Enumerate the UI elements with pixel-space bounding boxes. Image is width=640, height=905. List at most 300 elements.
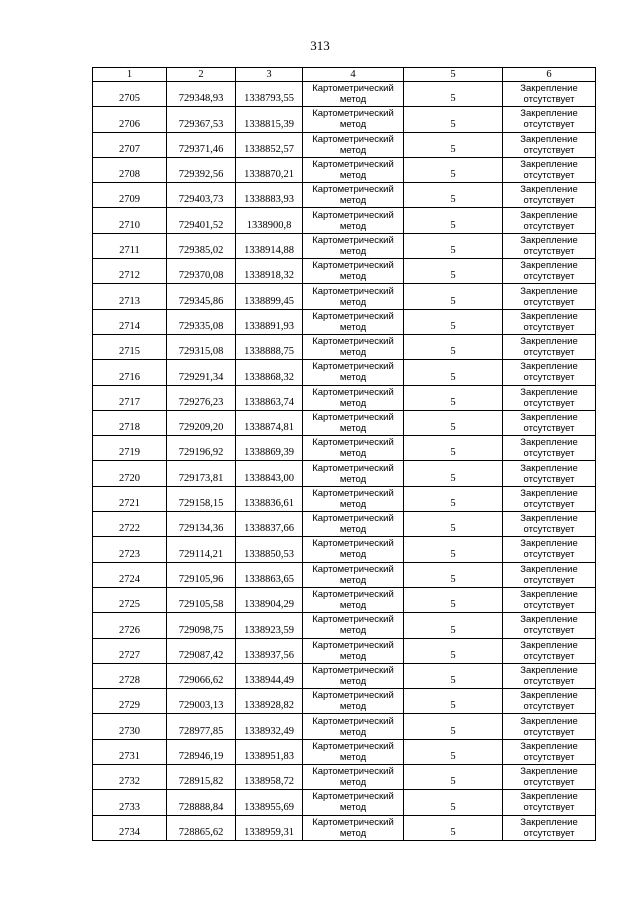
method-cell [303,436,404,461]
accuracy-cell: 5 [404,790,503,815]
column-header: 4 [303,68,404,82]
x-coordinate-cell: 729371,46 [167,132,236,157]
accuracy-cell: 5 [404,638,503,663]
method-cell-line: Картометрический [312,614,394,626]
method-cell [303,512,404,537]
point-number-cell: 2730 [93,714,167,739]
point-number-cell: 2727 [93,638,167,663]
x-coordinate-cell: 729134,36 [167,512,236,537]
accuracy-cell: 5 [404,107,503,132]
method-cell-line: метод [339,600,367,612]
accuracy-cell: 5 [404,259,503,284]
method-cell-line: метод [339,498,367,510]
table-row [93,334,596,359]
y-coordinate-cell: 1338843,00 [236,461,303,486]
y-coordinate-cell: 1338928,82 [236,689,303,714]
fixation-cell-line: отсутствует [523,751,575,763]
fixation-cell [503,765,596,790]
fixation-cell-line: отсутствует [523,423,575,434]
point-number-cell: 2708 [93,157,167,182]
method-cell-line: Картометрический [312,260,394,272]
x-coordinate-cell: 729105,58 [167,587,236,612]
point-number-cell: 2716 [93,360,167,385]
fixation-cell [503,385,596,410]
fixation-cell-line: отсутствует [523,144,575,156]
method-cell-line: Картометрический [312,563,394,575]
accuracy-cell: 5 [404,436,503,461]
accuracy-cell: 5 [404,765,503,790]
method-cell-line: метод [339,271,367,283]
y-coordinate-cell: 1338793,55 [236,82,303,107]
method-cell-line: Картометрический [312,133,394,145]
method-cell-line: Картометрический [312,437,394,449]
x-coordinate-cell: 729345,86 [167,284,236,309]
point-number-cell: 2734 [93,815,167,840]
fixation-cell-line: отсутствует [523,220,575,232]
fixation-cell-line: Закрепление [520,816,578,828]
method-cell-line: метод [339,574,367,586]
y-coordinate-cell: 1338904,29 [236,587,303,612]
fixation-cell-line: отсутствует [523,347,575,359]
method-cell-line: метод [339,827,367,839]
fixation-cell [503,562,596,587]
x-coordinate-cell: 728977,85 [167,714,236,739]
y-coordinate-cell: 1338888,75 [236,334,303,359]
table-row [93,638,596,663]
x-coordinate-cell: 729196,92 [167,436,236,461]
table-row [93,410,596,435]
fixation-cell-line: Закрепление [520,487,578,499]
method-cell [303,259,404,284]
point-number-cell: 2731 [93,739,167,764]
method-cell-line: Картометрический [312,285,394,297]
table-row [93,107,596,132]
point-number-cell: 2709 [93,183,167,208]
method-cell [303,638,404,663]
method-cell [303,486,404,511]
method-cell [303,385,404,410]
y-coordinate-cell: 1338836,61 [236,486,303,511]
method-cell-line: Картометрический [312,589,394,601]
method-cell-line: метод [339,726,367,738]
fixation-cell-line: Закрепление [520,361,578,373]
x-coordinate-cell: 729392,56 [167,157,236,182]
fixation-cell-line: отсутствует [523,498,575,510]
table-row [93,132,596,157]
x-coordinate-cell: 729315,08 [167,334,236,359]
accuracy-cell: 5 [404,714,503,739]
fixation-cell-line: отсутствует [523,675,575,687]
method-cell-line: метод [339,195,367,207]
fixation-cell-line: Закрепление [520,260,578,272]
fixation-cell [503,790,596,815]
y-coordinate-cell: 1338852,57 [236,132,303,157]
accuracy-cell: 5 [404,815,503,840]
fixation-cell-line: Закрепление [520,386,578,398]
fixation-cell-line: Закрепление [520,209,578,221]
point-number-cell: 2732 [93,765,167,790]
fixation-cell-line: отсутствует [523,625,575,637]
point-number-cell: 2724 [93,562,167,587]
accuracy-cell: 5 [404,233,503,258]
point-number-cell: 2706 [93,107,167,132]
table-row [93,537,596,562]
fixation-cell-line: Закрепление [520,412,578,423]
table-row [93,183,596,208]
fixation-cell-line: отсутствует [523,650,575,662]
method-cell-line: метод [339,802,367,814]
method-cell [303,284,404,309]
fixation-cell-line: Закрепление [520,639,578,651]
x-coordinate-cell: 729098,75 [167,613,236,638]
method-cell-line: метод [339,220,367,232]
method-cell-line: Картометрический [312,513,394,525]
fixation-cell [503,410,596,435]
method-cell-line: метод [339,321,367,333]
fixation-cell-line: Закрепление [520,184,578,196]
column-header: 2 [167,68,236,82]
y-coordinate-cell: 1338869,39 [236,436,303,461]
point-number-cell: 2720 [93,461,167,486]
table-row [93,436,596,461]
x-coordinate-cell: 728865,62 [167,815,236,840]
method-cell-line: Картометрический [312,336,394,348]
method-cell-line: метод [339,144,367,156]
y-coordinate-cell: 1338883,93 [236,183,303,208]
method-cell-line: метод [339,296,367,308]
x-coordinate-cell: 729209,20 [167,410,236,435]
table-row [93,739,596,764]
fixation-cell-line: Закрепление [520,159,578,171]
method-cell-line: метод [339,625,367,637]
table-row [93,461,596,486]
fixation-cell [503,360,596,385]
accuracy-cell: 5 [404,360,503,385]
x-coordinate-cell: 729276,23 [167,385,236,410]
column-header: 5 [404,68,503,82]
x-coordinate-cell: 729385,02 [167,233,236,258]
fixation-cell-line: отсутствует [523,170,575,182]
x-coordinate-cell: 729403,73 [167,183,236,208]
method-cell-line: метод [339,549,367,561]
method-cell-line: Картометрический [312,386,394,398]
fixation-cell-line: Закрепление [520,740,578,752]
fixation-cell [503,284,596,309]
point-number-cell: 2722 [93,512,167,537]
accuracy-cell: 5 [404,461,503,486]
fixation-cell [503,689,596,714]
point-number-cell: 2721 [93,486,167,511]
table-row [93,208,596,233]
accuracy-cell: 5 [404,537,503,562]
fixation-cell [503,613,596,638]
method-cell [303,765,404,790]
x-coordinate-cell: 729158,15 [167,486,236,511]
fixation-cell-line: Закрепление [520,83,578,95]
fixation-cell-line: отсутствует [523,827,575,839]
fixation-cell-line: отсутствует [523,549,575,561]
fixation-cell [503,259,596,284]
method-cell [303,334,404,359]
method-cell-line: Картометрический [312,234,394,246]
y-coordinate-cell: 1338837,66 [236,512,303,537]
fixation-cell-line: отсутствует [523,574,575,586]
method-cell-line: метод [339,448,367,460]
x-coordinate-cell: 729105,96 [167,562,236,587]
accuracy-cell: 5 [404,689,503,714]
method-cell [303,537,404,562]
accuracy-cell: 5 [404,334,503,359]
y-coordinate-cell: 1338932,49 [236,714,303,739]
fixation-cell-line: отсутствует [523,321,575,333]
point-number-cell: 2714 [93,309,167,334]
method-cell-line: Картометрический [312,791,394,803]
point-number-cell: 2713 [93,284,167,309]
method-cell-line: Картометрический [312,108,394,120]
fixation-cell [503,815,596,840]
point-number-cell: 2712 [93,259,167,284]
table-header-row [93,68,596,82]
accuracy-cell: 5 [404,284,503,309]
method-cell-line: Картометрический [312,83,394,95]
y-coordinate-cell: 1338863,65 [236,562,303,587]
y-coordinate-cell: 1338958,72 [236,765,303,790]
y-coordinate-cell: 1338863,74 [236,385,303,410]
y-coordinate-cell: 1338918,32 [236,259,303,284]
point-number-cell: 2733 [93,790,167,815]
fixation-cell [503,309,596,334]
fixation-cell-line: отсутствует [523,701,575,713]
x-coordinate-cell: 729087,42 [167,638,236,663]
y-coordinate-cell: 1338815,39 [236,107,303,132]
point-number-cell: 2718 [93,410,167,435]
method-cell-line: Картометрический [312,538,394,550]
method-cell [303,461,404,486]
y-coordinate-cell: 1338899,45 [236,284,303,309]
fixation-cell-line: Закрепление [520,108,578,120]
fixation-cell [503,714,596,739]
x-coordinate-cell: 728946,19 [167,739,236,764]
table-row [93,587,596,612]
y-coordinate-cell: 1338951,83 [236,739,303,764]
method-cell [303,663,404,688]
accuracy-cell: 5 [404,82,503,107]
fixation-cell-line: отсутствует [523,524,575,536]
method-cell-line: Картометрический [312,159,394,171]
method-cell-line: метод [339,245,367,257]
accuracy-cell: 5 [404,739,503,764]
fixation-cell-line: отсутствует [523,372,575,384]
fixation-cell [503,208,596,233]
fixation-cell-line: Закрепление [520,614,578,626]
table-body [93,82,596,841]
fixation-cell [503,739,596,764]
fixation-cell-line: Закрепление [520,437,578,449]
accuracy-cell: 5 [404,587,503,612]
fixation-cell-line: отсутствует [523,802,575,814]
point-number-cell: 2725 [93,587,167,612]
fixation-cell [503,157,596,182]
method-cell [303,157,404,182]
method-cell [303,562,404,587]
fixation-cell [503,512,596,537]
fixation-cell [503,82,596,107]
table-row [93,765,596,790]
point-number-cell: 2728 [93,663,167,688]
y-coordinate-cell: 1338955,69 [236,790,303,815]
method-cell [303,714,404,739]
point-number-cell: 2711 [93,233,167,258]
x-coordinate-cell: 728888,84 [167,790,236,815]
fixation-cell-line: отсутствует [523,777,575,789]
accuracy-cell: 5 [404,309,503,334]
method-cell-line: метод [339,675,367,687]
table-row [93,157,596,182]
accuracy-cell: 5 [404,208,503,233]
method-cell-line: метод [339,170,367,182]
x-coordinate-cell: 729003,13 [167,689,236,714]
y-coordinate-cell: 1338868,32 [236,360,303,385]
fixation-cell [503,486,596,511]
method-cell-line: метод [339,524,367,536]
fixation-cell [503,663,596,688]
fixation-cell [503,461,596,486]
fixation-cell-line: отсутствует [523,245,575,257]
method-cell [303,107,404,132]
method-cell-line: Картометрический [312,361,394,373]
method-cell-line: Картометрический [312,664,394,676]
table-row [93,562,596,587]
fixation-cell-line: Закрепление [520,462,578,474]
page-number: 313 [310,38,330,53]
method-cell [303,587,404,612]
method-cell [303,613,404,638]
fixation-cell-line: Закрепление [520,690,578,702]
fixation-cell [503,233,596,258]
method-cell-line: Картометрический [312,690,394,702]
accuracy-cell: 5 [404,157,503,182]
table-row [93,82,596,107]
method-cell-line: метод [339,777,367,789]
method-cell [303,183,404,208]
method-cell-line: метод [339,701,367,713]
table-row [93,284,596,309]
method-cell-line: метод [339,473,367,485]
table-row [93,233,596,258]
table-row [93,790,596,815]
y-coordinate-cell: 1338870,21 [236,157,303,182]
method-cell [303,360,404,385]
x-coordinate-cell: 729114,21 [167,537,236,562]
accuracy-cell: 5 [404,663,503,688]
accuracy-cell: 5 [404,132,503,157]
method-cell-line: Картометрический [312,412,394,423]
x-coordinate-cell: 729291,34 [167,360,236,385]
point-number-cell: 2707 [93,132,167,157]
table-row [93,714,596,739]
fixation-cell-line: Закрепление [520,766,578,778]
method-cell-line: метод [339,119,367,131]
method-cell [303,790,404,815]
point-number-cell: 2723 [93,537,167,562]
fixation-cell-line: отсутствует [523,600,575,612]
fixation-cell-line: отсутствует [523,296,575,308]
fixation-cell [503,132,596,157]
fixation-cell-line: Закрепление [520,791,578,803]
table-row [93,486,596,511]
method-cell-line: Картометрический [312,209,394,221]
x-coordinate-cell: 728915,82 [167,765,236,790]
method-cell [303,233,404,258]
x-coordinate-cell: 729173,81 [167,461,236,486]
method-cell [303,132,404,157]
table-row [93,309,596,334]
fixation-cell-line: Закрепление [520,310,578,322]
method-cell-line: метод [339,372,367,384]
fixation-cell-line: Закрепление [520,336,578,348]
method-cell-line: метод [339,751,367,763]
method-cell-line: метод [339,650,367,662]
method-cell [303,689,404,714]
method-cell-line: Картометрический [312,462,394,474]
method-cell-line: Картометрический [312,766,394,778]
table-row [93,689,596,714]
y-coordinate-cell: 1338874,81 [236,410,303,435]
method-cell [303,739,404,764]
point-number-cell: 2719 [93,436,167,461]
fixation-cell-line: отсутствует [523,448,575,460]
method-cell-line: Картометрический [312,310,394,322]
y-coordinate-cell: 1338944,49 [236,663,303,688]
x-coordinate-cell: 729066,62 [167,663,236,688]
x-coordinate-cell: 729367,53 [167,107,236,132]
method-cell-line: метод [339,397,367,409]
column-header: 6 [503,68,596,82]
x-coordinate-cell: 729401,52 [167,208,236,233]
method-cell-line: метод [339,423,367,434]
method-cell-line: Картометрический [312,816,394,828]
point-number-cell: 2726 [93,613,167,638]
fixation-cell-line: отсутствует [523,195,575,207]
fixation-cell [503,537,596,562]
x-coordinate-cell: 729335,08 [167,309,236,334]
method-cell-line: Картометрический [312,487,394,499]
y-coordinate-cell: 1338959,31 [236,815,303,840]
method-cell [303,208,404,233]
method-cell [303,82,404,107]
point-number-cell: 2710 [93,208,167,233]
method-cell [303,410,404,435]
coordinates-table [92,67,596,841]
fixation-cell [503,334,596,359]
fixation-cell-line: Закрепление [520,538,578,550]
method-cell [303,815,404,840]
x-coordinate-cell: 729370,08 [167,259,236,284]
fixation-cell-line: Закрепление [520,513,578,525]
fixation-cell [503,436,596,461]
method-cell-line: Картометрический [312,639,394,651]
fixation-cell [503,638,596,663]
y-coordinate-cell: 1338914,88 [236,233,303,258]
fixation-cell-line: Закрепление [520,234,578,246]
y-coordinate-cell: 1338850,53 [236,537,303,562]
fixation-cell-line: отсутствует [523,473,575,485]
table-row [93,385,596,410]
method-cell-line: метод [339,347,367,359]
fixation-cell-line: Закрепление [520,133,578,145]
fixation-cell-line: Закрепление [520,715,578,727]
method-cell-line: Картометрический [312,184,394,196]
